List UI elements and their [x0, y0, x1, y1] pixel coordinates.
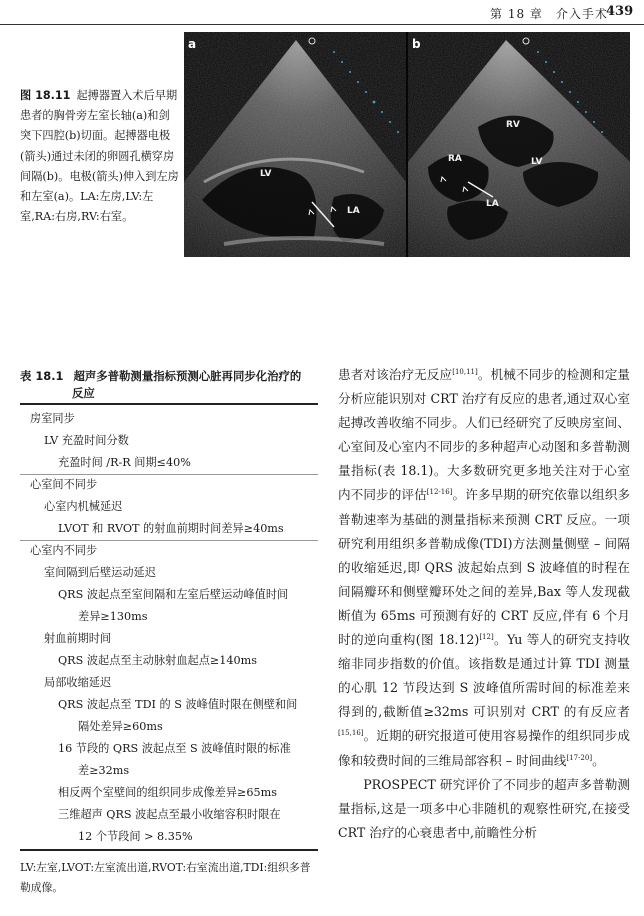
ultrasound-figure: [184, 32, 630, 257]
running-header: [0, 0, 644, 24]
table-title-line1: 超声多普勒测量指标预测心脏再同步化治疗的: [73, 369, 302, 383]
table-row: 差异≥130ms: [78, 610, 148, 623]
table-row: 射血前期时间: [44, 632, 112, 645]
table-row: 12 个节段间 > 8.35%: [78, 830, 193, 843]
text-run: 。机械不同步的检测和定量分析应能识别对 CRT 治疗有反应的患者,通过双心室起搏改善收缩不同步。人们已经研究了反映房室间、心室间及心室内不同步的多种超声心动图和多普勒测量指标(表 18.1)。大多数研究更多地关注对于心室内不同步的评估: [338, 367, 631, 503]
table-row: 房室同步: [30, 412, 75, 425]
table-row: 心室内机械延迟: [44, 500, 123, 513]
table-row: 局部收缩延迟: [44, 676, 112, 689]
text-run: 。: [592, 752, 605, 768]
table-caption: [20, 368, 318, 402]
table-row: 室间隔到后壁运动延迟: [44, 566, 156, 579]
figure-caption: [20, 86, 180, 227]
panel-letter-b: b: [412, 37, 421, 51]
table-row: 16 节段的 QRS 波起点至 S 波峰值时限的标准: [58, 742, 291, 755]
body-text: [338, 363, 630, 845]
label-lv: LV: [260, 169, 272, 179]
table-row: LVOT 和 RVOT 的射血前期时间差异≥40ms: [58, 522, 284, 535]
table-row: LV 充盈时间分数: [44, 434, 129, 447]
table-row: 隔处差异≥60ms: [78, 720, 163, 733]
table-row: 三维超声 QRS 波起点至最小收缩容积时限在: [58, 808, 281, 821]
citation: [12]: [479, 633, 494, 642]
header-rule: [0, 24, 644, 25]
table-row: 心室内不同步: [30, 544, 98, 557]
table-row: 心室间不同步: [30, 478, 98, 491]
figure-number: 图 18.11: [20, 89, 71, 102]
table-title-line2: 反应: [72, 386, 95, 400]
table-row: QRS 波起点至室间隔和左室后壁运动峰值时间: [58, 588, 289, 601]
paragraph: PROSPECT 研究评价了不同步的超声多普勒测量指标,这是一项多中心非随机的观察性研究,在接受 CRT 治疗的心衰患者中,前瞻性分析: [338, 776, 630, 840]
table-number: 表 18.1: [20, 369, 64, 383]
ultrasound-panel-a: [184, 32, 406, 257]
table-row: 充盈时间 /R-R 间期≤40%: [58, 456, 191, 469]
text-run: 。许多早期的研究依靠以组织多普勒速率为基础的测量指标来预测 CRT 反应。一项研究利用组织多普勒成像(TDI)方法测量侧壁 – 间隔的收缩延迟,即 QRS 波起始点到 S 波峰值的时程在间隔瓣环和侧壁瓣环处之间的差异,Bax 等人发现截断值为 65ms 可预测有好的 CRT 反应,伴有 6 个月时的逆向重构(图 18.12): [338, 487, 631, 648]
table-body: [20, 408, 318, 848]
echo-image-subcostal-four-chamber: [408, 32, 630, 257]
paragraph: [338, 363, 630, 773]
label-la: LA: [486, 199, 499, 209]
text-run: 。近期的研究报道可使用容易操作的组织同步成像和较费时间的三维局部容积 – 时间曲线: [338, 728, 630, 768]
citation: [10,11]: [452, 368, 478, 376]
echo-image-parasternal-long-axis: [184, 32, 406, 257]
panel-letter-a: a: [188, 37, 197, 51]
chapter-title: 第 18 章 介入手术: [490, 7, 608, 21]
table-footnote: LV:左室,LVOT:左室流出道,RVOT:右室流出道,TDI:组织多普勒成像。: [20, 861, 311, 894]
page-number: 439: [606, 4, 634, 19]
table-bottom-rule: [20, 849, 318, 851]
table-top-rule: [20, 403, 318, 405]
label-ra: RA: [448, 154, 462, 164]
ultrasound-panel-b: [408, 32, 630, 257]
citation: [17-20]: [566, 753, 593, 762]
table-row: 差≥32ms: [78, 764, 130, 777]
label-lv: LV: [531, 157, 543, 167]
table-row: QRS 波起点至主动脉射血起点≥140ms: [58, 654, 257, 667]
citation: [15,16]: [338, 729, 364, 738]
table-row: 相反两个室壁间的组织同步成像差异≥65ms: [58, 786, 277, 799]
citation: [12-16]: [426, 488, 453, 497]
text-run: 。Yu 等人的研究支持收缩非同步指数的价值。该指数是通过计算 TDI 测量的心肌 12 节段达到 S 波峰值所需时间的标准差来得到的,截断值≥32ms 可识别对 CRT 的有反应者: [338, 632, 630, 720]
label-rv: RV: [506, 120, 520, 130]
table-row: QRS 波起点至 TDI 的 S 波峰值时限在侧壁和间: [58, 698, 298, 711]
figure-caption-text: 起搏器置入术后早期患者的胸骨旁左室长轴(a)和剑突下四腔(b)切面。起搏器电极(箭头)通过未闭的卵圆孔横穿房间隔(b)。电极(箭头)伸入到左房和左室(a)。LA:左房,LV:左室,RA:右房,RV:右室。: [20, 89, 179, 224]
text-run: 患者对该治疗无反应: [338, 367, 453, 382]
label-la: LA: [347, 206, 360, 216]
